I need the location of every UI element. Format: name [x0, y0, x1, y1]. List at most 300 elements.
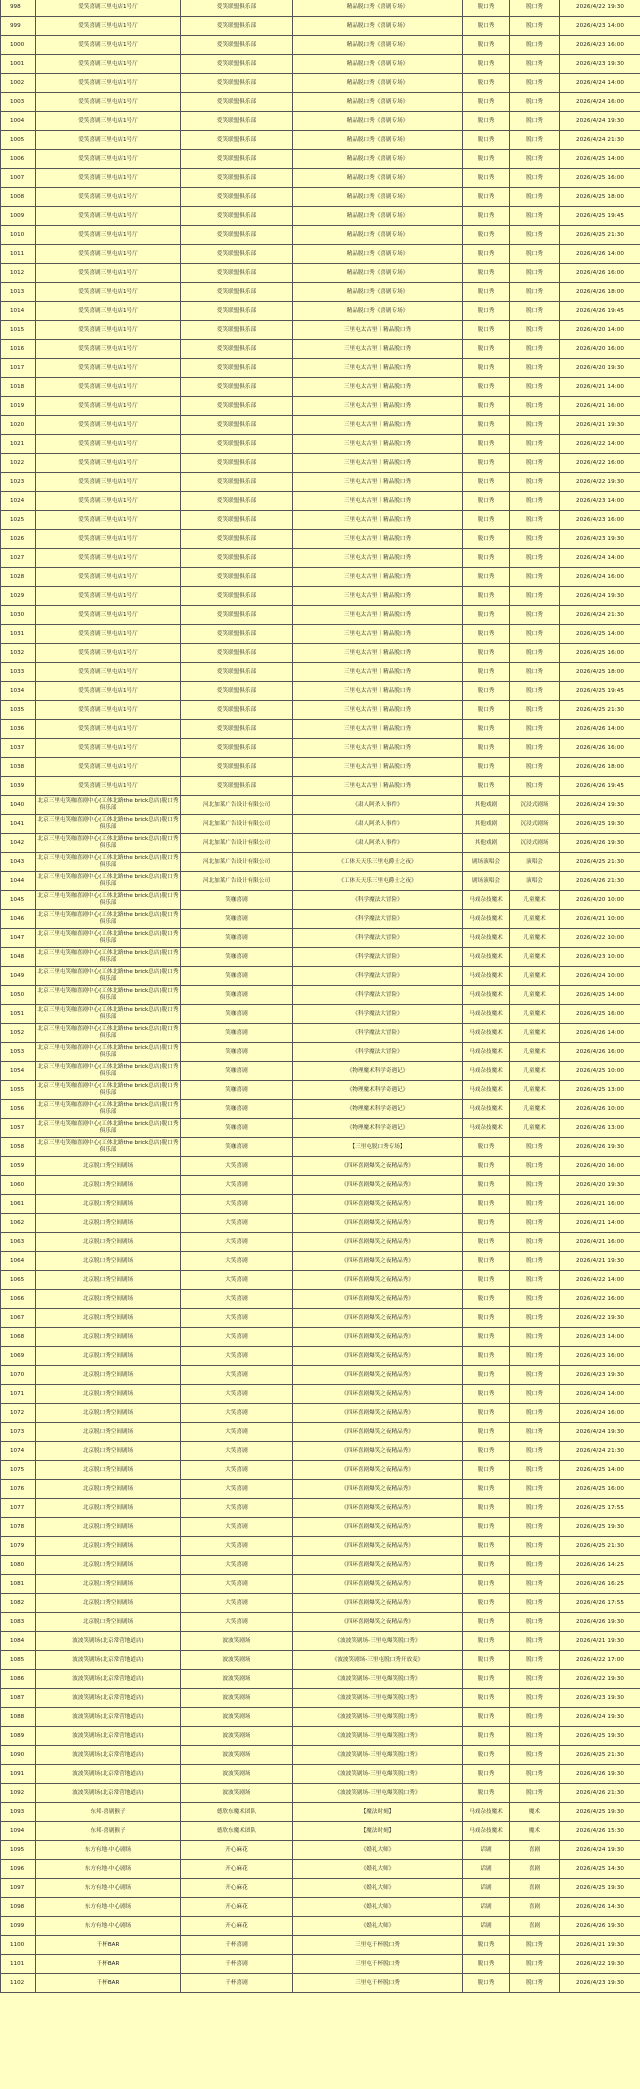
category-cell: 马戏杂技魔术 [463, 1005, 510, 1024]
organizer-cell: 大笑喜剧 [181, 1328, 293, 1347]
subcategory-cell: 脱口秀 [510, 701, 560, 720]
show-title-cell: 《波波笑剧场-三里屯爆笑脱口秀》 [293, 1670, 463, 1689]
category-cell: 脱口秀 [463, 93, 510, 112]
category-cell: 脱口秀 [463, 663, 510, 682]
subcategory-cell: 脱口秀 [510, 777, 560, 796]
category-cell: 马戏杂技魔术 [463, 1081, 510, 1100]
table-row [1, 1157, 640, 1176]
venue-cell: 东方有地·中心剧场 [36, 1860, 181, 1879]
subcategory-cell: 脱口秀 [510, 1157, 560, 1176]
category-cell: 马戏杂技魔术 [463, 929, 510, 948]
row-id: 1084 [1, 1632, 36, 1651]
table-row [1, 169, 640, 188]
subcategory-cell: 脱口秀 [510, 378, 560, 397]
datetime-cell: 2026/4/25 19:45 [560, 207, 640, 226]
table-row [1, 1765, 640, 1784]
show-title-cell: 《科学魔法大冒险》 [293, 1043, 463, 1062]
row-id: 1049 [1, 967, 36, 986]
datetime-cell: 2026/4/26 14:00 [560, 720, 640, 739]
organizer-cell: 大笑喜剧 [181, 1537, 293, 1556]
show-title-cell: 《肃人阿杀人事件》 [293, 834, 463, 853]
row-id: 1074 [1, 1442, 36, 1461]
datetime-cell: 2026/4/25 21:30 [560, 1537, 640, 1556]
table-row [1, 1404, 640, 1423]
row-id: 1059 [1, 1157, 36, 1176]
subcategory-cell: 儿童魔术 [510, 1062, 560, 1081]
table-row [1, 986, 640, 1005]
organizer-cell: 波波笑剧场 [181, 1765, 293, 1784]
organizer-cell: 爱笑联盟俱乐部 [181, 663, 293, 682]
table-row [1, 1442, 640, 1461]
subcategory-cell: 脱口秀 [510, 1670, 560, 1689]
table-row [1, 1575, 640, 1594]
category-cell: 脱口秀 [463, 511, 510, 530]
venue-cell: 爱笑喜剧三里屯店1号厅 [36, 378, 181, 397]
row-id: 1017 [1, 359, 36, 378]
category-cell: 脱口秀 [463, 568, 510, 587]
venue-cell: 爱笑喜剧三里屯店1号厅 [36, 739, 181, 758]
datetime-cell: 2026/4/26 13:00 [560, 1119, 640, 1138]
category-cell: 脱口秀 [463, 283, 510, 302]
table-row [1, 1651, 640, 1670]
category-cell: 脱口秀 [463, 264, 510, 283]
table-row [1, 511, 640, 530]
category-cell: 脱口秀 [463, 682, 510, 701]
row-id: 1052 [1, 1024, 36, 1043]
organizer-cell: 德欣东魔术团队 [181, 1822, 293, 1841]
organizer-cell: 开心麻花 [181, 1841, 293, 1860]
show-title-cell: 《波波笑剧场-三里屯爆笑脱口秀》 [293, 1765, 463, 1784]
organizer-cell: 爱笑联盟俱乐部 [181, 321, 293, 340]
subcategory-cell: 脱口秀 [510, 1708, 560, 1727]
datetime-cell: 2026/4/23 16:00 [560, 511, 640, 530]
datetime-cell: 2026/4/26 19:30 [560, 1765, 640, 1784]
organizer-cell: 爱笑联盟俱乐部 [181, 264, 293, 283]
venue-cell: 爱笑喜剧三里屯店1号厅 [36, 625, 181, 644]
organizer-cell: 爱笑联盟俱乐部 [181, 416, 293, 435]
category-cell: 脱口秀 [463, 416, 510, 435]
row-id: 1101 [1, 1955, 36, 1974]
category-cell: 脱口秀 [463, 1727, 510, 1746]
category-cell: 马戏杂技魔术 [463, 1043, 510, 1062]
subcategory-cell: 脱口秀 [510, 1328, 560, 1347]
organizer-cell: 德欣东魔术团队 [181, 1803, 293, 1822]
organizer-cell: 爱笑联盟俱乐部 [181, 777, 293, 796]
organizer-cell: 爱笑联盟俱乐部 [181, 359, 293, 378]
category-cell: 脱口秀 [463, 112, 510, 131]
organizer-cell: 大笑喜剧 [181, 1385, 293, 1404]
category-cell: 脱口秀 [463, 1936, 510, 1955]
organizer-cell: 爱笑联盟俱乐部 [181, 169, 293, 188]
datetime-cell: 2026/4/21 10:00 [560, 910, 640, 929]
subcategory-cell: 脱口秀 [510, 1423, 560, 1442]
organizer-cell: 大笑喜剧 [181, 1252, 293, 1271]
subcategory-cell: 脱口秀 [510, 568, 560, 587]
subcategory-cell: 脱口秀 [510, 1651, 560, 1670]
venue-cell: 北京三里屯笑咖喜剧中心(工体北路the brick总店)脱口秀俱乐部 [36, 1100, 181, 1119]
venue-cell: 北京脱口秀空间剧场 [36, 1347, 181, 1366]
organizer-cell: 爱笑联盟俱乐部 [181, 188, 293, 207]
table-row [1, 1556, 640, 1575]
organizer-cell: 河北加莱广告设计有限公司 [181, 815, 293, 834]
subcategory-cell: 脱口秀 [510, 1366, 560, 1385]
organizer-cell: 爱笑联盟俱乐部 [181, 0, 293, 17]
organizer-cell: 大笑喜剧 [181, 1157, 293, 1176]
show-title-cell: 精品脱口秀《喜剧专场》 [293, 74, 463, 93]
venue-cell: 北京脱口秀空间剧场 [36, 1518, 181, 1537]
table-row [1, 359, 640, 378]
venue-cell: 爱笑喜剧三里屯店1号厅 [36, 644, 181, 663]
subcategory-cell: 脱口秀 [510, 473, 560, 492]
venue-cell: 爱笑喜剧三里屯店1号厅 [36, 511, 181, 530]
venue-cell: 爱笑喜剧三里屯店1号厅 [36, 359, 181, 378]
table-row [1, 1917, 640, 1936]
subcategory-cell: 脱口秀 [510, 1594, 560, 1613]
datetime-cell: 2026/4/22 14:00 [560, 435, 640, 454]
subcategory-cell: 脱口秀 [510, 283, 560, 302]
subcategory-cell: 儿童魔术 [510, 986, 560, 1005]
organizer-cell: 笑咖喜剧 [181, 1005, 293, 1024]
subcategory-cell: 喜剧 [510, 1860, 560, 1879]
subcategory-cell: 脱口秀 [510, 644, 560, 663]
venue-cell: 爱笑喜剧三里屯店1号厅 [36, 245, 181, 264]
venue-cell: 爱笑喜剧三里屯店1号厅 [36, 663, 181, 682]
show-title-cell: 《婚礼大师》 [293, 1898, 463, 1917]
subcategory-cell: 脱口秀 [510, 720, 560, 739]
row-id: 1047 [1, 929, 36, 948]
subcategory-cell: 脱口秀 [510, 1784, 560, 1803]
category-cell: 脱口秀 [463, 644, 510, 663]
row-id: 1058 [1, 1138, 36, 1157]
category-cell: 脱口秀 [463, 1195, 510, 1214]
venue-cell: 北京脱口秀空间剧场 [36, 1480, 181, 1499]
venue-cell: 千杯BAR [36, 1936, 181, 1955]
organizer-cell: 波波笑剧场 [181, 1651, 293, 1670]
category-cell: 脱口秀 [463, 1765, 510, 1784]
organizer-cell: 爱笑联盟俱乐部 [181, 93, 293, 112]
category-cell: 脱口秀 [463, 1328, 510, 1347]
organizer-cell: 波波笑剧场 [181, 1784, 293, 1803]
subcategory-cell: 脱口秀 [510, 1613, 560, 1632]
row-id: 1102 [1, 1974, 36, 1993]
subcategory-cell: 脱口秀 [510, 435, 560, 454]
row-id: 1045 [1, 891, 36, 910]
category-cell: 脱口秀 [463, 435, 510, 454]
organizer-cell: 大笑喜剧 [181, 1556, 293, 1575]
category-cell: 脱口秀 [463, 1556, 510, 1575]
table-row [1, 1613, 640, 1632]
datetime-cell: 2026/4/24 21:30 [560, 1442, 640, 1461]
datetime-cell: 2026/4/25 14:30 [560, 1860, 640, 1879]
subcategory-cell: 脱口秀 [510, 93, 560, 112]
venue-cell: 波波笑剧场(北京常营地道店) [36, 1632, 181, 1651]
datetime-cell: 2026/4/25 14:00 [560, 625, 640, 644]
venue-cell: 爱笑喜剧三里屯店1号厅 [36, 283, 181, 302]
subcategory-cell: 喜剧 [510, 1841, 560, 1860]
row-id: 1000 [1, 36, 36, 55]
datetime-cell: 2026/4/24 14:00 [560, 74, 640, 93]
show-title-cell: 《四环喜剧爆笑之夜精品秀》 [293, 1518, 463, 1537]
table-row [1, 1195, 640, 1214]
datetime-cell: 2026/4/25 21:30 [560, 701, 640, 720]
organizer-cell: 笑咖喜剧 [181, 891, 293, 910]
datetime-cell: 2026/4/25 14:00 [560, 150, 640, 169]
subcategory-cell: 脱口秀 [510, 663, 560, 682]
organizer-cell: 爱笑联盟俱乐部 [181, 625, 293, 644]
table-row [1, 1043, 640, 1062]
datetime-cell: 2026/4/24 16:00 [560, 93, 640, 112]
datetime-cell: 2026/4/25 19:30 [560, 1803, 640, 1822]
subcategory-cell: 脱口秀 [510, 131, 560, 150]
datetime-cell: 2026/4/22 16:00 [560, 454, 640, 473]
organizer-cell: 笑咖喜剧 [181, 1119, 293, 1138]
show-title-cell: 精品脱口秀《喜剧专场》 [293, 0, 463, 17]
show-title-cell: 《科学魔法大冒险》 [293, 1005, 463, 1024]
organizer-cell: 爱笑联盟俱乐部 [181, 454, 293, 473]
venue-cell: 北京脱口秀空间剧场 [36, 1157, 181, 1176]
subcategory-cell: 脱口秀 [510, 1195, 560, 1214]
table-row [1, 549, 640, 568]
row-id: 1018 [1, 378, 36, 397]
venue-cell: 爱笑喜剧三里屯店1号厅 [36, 112, 181, 131]
venue-cell: 北京三里屯笑咖喜剧中心(工体北路the brick总店)脱口秀俱乐部 [36, 1062, 181, 1081]
row-id: 1008 [1, 188, 36, 207]
category-cell: 脱口秀 [463, 188, 510, 207]
venue-cell: 爱笑喜剧三里屯店1号厅 [36, 93, 181, 112]
subcategory-cell: 儿童魔术 [510, 929, 560, 948]
table-row [1, 1328, 640, 1347]
row-id: 1088 [1, 1708, 36, 1727]
category-cell: 马戏杂技魔术 [463, 1024, 510, 1043]
subcategory-cell: 脱口秀 [510, 1138, 560, 1157]
organizer-cell: 爱笑联盟俱乐部 [181, 435, 293, 454]
venue-cell: 爱笑喜剧三里屯店1号厅 [36, 169, 181, 188]
show-title-cell: 三里屯太古里｜精品脱口秀 [293, 359, 463, 378]
category-cell: 话剧 [463, 1860, 510, 1879]
category-cell: 脱口秀 [463, 1708, 510, 1727]
show-title-cell: 《四环喜剧爆笑之夜精品秀》 [293, 1176, 463, 1195]
row-id: 999 [1, 17, 36, 36]
venue-cell: 北京三里屯笑咖喜剧中心(工体北路the brick总店)脱口秀俱乐部 [36, 1005, 181, 1024]
table-row [1, 1594, 640, 1613]
show-title-cell: 《四环喜剧爆笑之夜精品秀》 [293, 1252, 463, 1271]
subcategory-cell: 脱口秀 [510, 397, 560, 416]
datetime-cell: 2026/4/20 19:30 [560, 359, 640, 378]
venue-cell: 北京脱口秀空间剧场 [36, 1195, 181, 1214]
show-title-cell: 三里屯太古里｜精品脱口秀 [293, 606, 463, 625]
table-row [1, 701, 640, 720]
show-title-cell: 《波波笑剧场-三里屯爆笑脱口秀》 [293, 1784, 463, 1803]
category-cell: 话剧 [463, 1879, 510, 1898]
venue-cell: 爱笑喜剧三里屯店1号厅 [36, 777, 181, 796]
venue-cell: 波波笑剧场(北京常营地道店) [36, 1670, 181, 1689]
venue-cell: 波波笑剧场(北京常营地道店) [36, 1784, 181, 1803]
table-row [1, 226, 640, 245]
datetime-cell: 2026/4/26 16:00 [560, 264, 640, 283]
table-row [1, 1309, 640, 1328]
row-id: 1096 [1, 1860, 36, 1879]
datetime-cell: 2026/4/20 14:00 [560, 321, 640, 340]
category-cell: 马戏杂技魔术 [463, 967, 510, 986]
organizer-cell: 大笑喜剧 [181, 1423, 293, 1442]
category-cell: 脱口秀 [463, 321, 510, 340]
row-id: 998 [1, 0, 36, 17]
venue-cell: 爱笑喜剧三里屯店1号厅 [36, 340, 181, 359]
subcategory-cell: 脱口秀 [510, 74, 560, 93]
category-cell: 脱口秀 [463, 1385, 510, 1404]
organizer-cell: 爱笑联盟俱乐部 [181, 568, 293, 587]
row-id: 1029 [1, 587, 36, 606]
row-id: 1023 [1, 473, 36, 492]
row-id: 1024 [1, 492, 36, 511]
venue-cell: 北京脱口秀空间剧场 [36, 1404, 181, 1423]
organizer-cell: 开心麻花 [181, 1879, 293, 1898]
show-title-cell: 精品脱口秀《喜剧专场》 [293, 131, 463, 150]
table-body [1, 0, 640, 1993]
category-cell: 脱口秀 [463, 1632, 510, 1651]
table-row [1, 36, 640, 55]
subcategory-cell: 喜剧 [510, 1898, 560, 1917]
table-row [1, 1214, 640, 1233]
subcategory-cell: 脱口秀 [510, 207, 560, 226]
venue-cell: 爱笑喜剧三里屯店1号厅 [36, 0, 181, 17]
subcategory-cell: 魔术 [510, 1803, 560, 1822]
subcategory-cell: 脱口秀 [510, 1575, 560, 1594]
datetime-cell: 2026/4/23 19:30 [560, 530, 640, 549]
organizer-cell: 大笑喜剧 [181, 1347, 293, 1366]
organizer-cell: 爱笑联盟俱乐部 [181, 226, 293, 245]
venue-cell: 波波笑剧场(北京常营地道店) [36, 1746, 181, 1765]
subcategory-cell: 脱口秀 [510, 36, 560, 55]
organizer-cell: 笑咖喜剧 [181, 1100, 293, 1119]
datetime-cell: 2026/4/20 16:00 [560, 340, 640, 359]
organizer-cell: 大笑喜剧 [181, 1499, 293, 1518]
subcategory-cell: 儿童魔术 [510, 967, 560, 986]
category-cell: 脱口秀 [463, 131, 510, 150]
subcategory-cell: 儿童魔术 [510, 948, 560, 967]
table-row [1, 1670, 640, 1689]
venue-cell: 北京脱口秀空间剧场 [36, 1233, 181, 1252]
table-row [1, 777, 640, 796]
organizer-cell: 爱笑联盟俱乐部 [181, 530, 293, 549]
datetime-cell: 2026/4/26 14:25 [560, 1556, 640, 1575]
datetime-cell: 2026/4/23 14:00 [560, 1328, 640, 1347]
row-id: 1092 [1, 1784, 36, 1803]
show-title-cell: 三里屯太古里｜精品脱口秀 [293, 530, 463, 549]
datetime-cell: 2026/4/20 16:00 [560, 1157, 640, 1176]
category-cell: 马戏杂技魔术 [463, 1062, 510, 1081]
row-id: 1039 [1, 777, 36, 796]
venue-cell: 北京脱口秀空间剧场 [36, 1366, 181, 1385]
table-row [1, 853, 640, 872]
organizer-cell: 笑咖喜剧 [181, 910, 293, 929]
table-row [1, 891, 640, 910]
row-id: 1038 [1, 758, 36, 777]
subcategory-cell: 脱口秀 [510, 226, 560, 245]
table-row [1, 131, 640, 150]
venue-cell: 爱笑喜剧三里屯店1号厅 [36, 454, 181, 473]
organizer-cell: 大笑喜剧 [181, 1233, 293, 1252]
organizer-cell: 大笑喜剧 [181, 1613, 293, 1632]
organizer-cell: 大笑喜剧 [181, 1461, 293, 1480]
row-id: 1078 [1, 1518, 36, 1537]
datetime-cell: 2026/4/26 14:00 [560, 245, 640, 264]
show-title-cell: 三里屯太古里｜精品脱口秀 [293, 587, 463, 606]
organizer-cell: 爱笑联盟俱乐部 [181, 587, 293, 606]
venue-cell: 东邦·喜剧猴子 [36, 1822, 181, 1841]
subcategory-cell: 脱口秀 [510, 1632, 560, 1651]
table-row [1, 245, 640, 264]
organizer-cell: 爱笑联盟俱乐部 [181, 340, 293, 359]
table-row [1, 1727, 640, 1746]
show-title-cell: 三里屯太古里｜精品脱口秀 [293, 511, 463, 530]
category-cell: 脱口秀 [463, 1594, 510, 1613]
show-title-cell: 三里屯太古里｜精品脱口秀 [293, 435, 463, 454]
table-row [1, 1518, 640, 1537]
table-row [1, 1366, 640, 1385]
subcategory-cell: 脱口秀 [510, 549, 560, 568]
venue-cell: 东邦·喜剧猴子 [36, 1803, 181, 1822]
subcategory-cell: 脱口秀 [510, 1556, 560, 1575]
show-title-cell: 三里屯太古里｜精品脱口秀 [293, 644, 463, 663]
table-row [1, 606, 640, 625]
table-row [1, 1062, 640, 1081]
venue-cell: 北京三里屯笑咖喜剧中心(工体北路the brick总店)脱口秀俱乐部 [36, 948, 181, 967]
show-title-cell: 《工体天天乐三里屯爵士之夜》 [293, 853, 463, 872]
row-id: 1035 [1, 701, 36, 720]
show-title-cell: 【魔法时刻】 [293, 1822, 463, 1841]
row-id: 1091 [1, 1765, 36, 1784]
datetime-cell: 2026/4/26 19:45 [560, 777, 640, 796]
category-cell: 其他戏剧 [463, 796, 510, 815]
category-cell: 马戏杂技魔术 [463, 891, 510, 910]
subcategory-cell: 脱口秀 [510, 511, 560, 530]
table-row [1, 378, 640, 397]
datetime-cell: 2026/4/26 18:00 [560, 283, 640, 302]
datetime-cell: 2026/4/24 19:30 [560, 1708, 640, 1727]
datetime-cell: 2026/4/26 19:30 [560, 1138, 640, 1157]
datetime-cell: 2026/4/21 14:00 [560, 378, 640, 397]
subcategory-cell: 脱口秀 [510, 530, 560, 549]
table-row [1, 644, 640, 663]
category-cell: 脱口秀 [463, 359, 510, 378]
venue-cell: 北京脱口秀空间剧场 [36, 1499, 181, 1518]
subcategory-cell: 脱口秀 [510, 1974, 560, 1993]
organizer-cell: 爱笑联盟俱乐部 [181, 758, 293, 777]
organizer-cell: 爱笑联盟俱乐部 [181, 17, 293, 36]
show-title-cell: 精品脱口秀《喜剧专场》 [293, 93, 463, 112]
venue-cell: 北京脱口秀空间剧场 [36, 1176, 181, 1195]
subcategory-cell: 脱口秀 [510, 1233, 560, 1252]
category-cell: 脱口秀 [463, 36, 510, 55]
datetime-cell: 2026/4/21 16:00 [560, 1233, 640, 1252]
show-title-cell: 精品脱口秀《喜剧专场》 [293, 283, 463, 302]
row-id: 1003 [1, 93, 36, 112]
subcategory-cell: 脱口秀 [510, 340, 560, 359]
datetime-cell: 2026/4/24 16:00 [560, 1404, 640, 1423]
venue-cell: 爱笑喜剧三里屯店1号厅 [36, 606, 181, 625]
subcategory-cell: 沉浸式剧场 [510, 834, 560, 853]
show-title-cell: 《四环喜剧爆笑之夜精品秀》 [293, 1271, 463, 1290]
venue-cell: 爱笑喜剧三里屯店1号厅 [36, 17, 181, 36]
organizer-cell: 大笑喜剧 [181, 1480, 293, 1499]
show-title-cell: 《四环喜剧爆笑之夜精品秀》 [293, 1347, 463, 1366]
organizer-cell: 笑咖喜剧 [181, 1138, 293, 1157]
organizer-cell: 笑咖喜剧 [181, 986, 293, 1005]
venue-cell: 爱笑喜剧三里屯店1号厅 [36, 150, 181, 169]
subcategory-cell: 脱口秀 [510, 1214, 560, 1233]
show-title-cell: 三里屯太古里｜精品脱口秀 [293, 340, 463, 359]
